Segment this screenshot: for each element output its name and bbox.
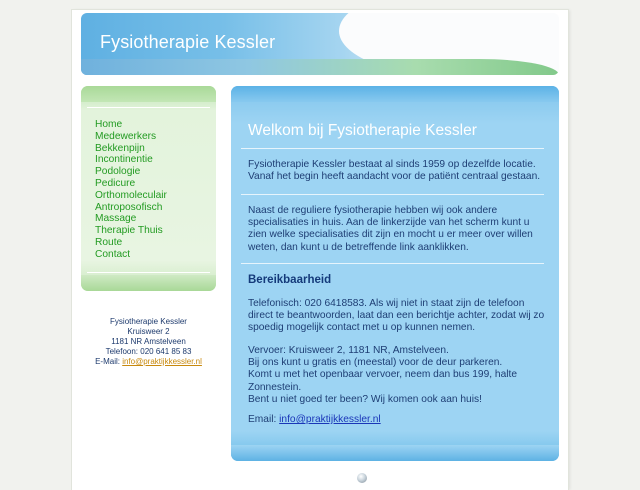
main-top-bar xyxy=(231,86,559,102)
vervoer-paragraph xyxy=(248,345,548,406)
main-bottom-bar xyxy=(231,445,559,461)
vervoer-line: Komt u met het openbaar vervoer, neem dan bus 199, halte Zonnestein. xyxy=(248,369,518,393)
nav-item-home xyxy=(95,119,167,131)
contact-street: Kruisweer 2 xyxy=(127,326,170,336)
sidebar-top-bar xyxy=(81,86,216,102)
divider-1 xyxy=(241,148,544,149)
telefonisch-paragraph: Telefonisch: 020 6418583. Als wij niet in staat zijn de telefoon direct te beantwoorden, laat dan een berichtje achter, zodat wij zo spoedig mogelijk contact met u op kunnen nemen. xyxy=(248,298,545,334)
sidebar-divider-top xyxy=(87,107,210,108)
site-title: Fysiotherapie Kessler xyxy=(100,32,276,52)
bereikbaarheid-heading: Bereikbaarheid xyxy=(248,274,332,286)
nav-item-contact xyxy=(95,249,167,261)
contact-city: 1181 NR Amstelveen xyxy=(111,336,186,346)
page-title: Welkom bij Fysiotherapie Kessler xyxy=(248,122,477,139)
nav-item-therapie-thuis xyxy=(95,225,167,237)
nav-link-massage[interactable]: Massage xyxy=(95,213,137,225)
nav-item-bekkenpijn xyxy=(95,143,167,155)
email-link[interactable]: info@praktijkkessler.nl xyxy=(279,414,381,425)
sidebar-divider-bottom xyxy=(87,272,210,273)
contact-email-link[interactable]: info@praktijkkessler.nl xyxy=(122,356,202,366)
divider-2 xyxy=(241,194,544,195)
nav-link-home[interactable]: Home xyxy=(95,119,123,130)
email-label: Email: xyxy=(248,414,280,425)
nav-item-orthomoleculair xyxy=(95,190,167,202)
nav-item-route xyxy=(95,237,167,249)
nav-link-medewerkers[interactable]: Medewerkers xyxy=(95,130,157,142)
vervoer-line: Bent u niet goed ter been? Wij komen ook aan huis! xyxy=(248,393,482,405)
badge-icon[interactable] xyxy=(357,473,367,483)
contact-name: Fysiotherapie Kessler xyxy=(110,317,187,326)
nav-link-therapie-thuis[interactable]: Therapie Thuis xyxy=(95,225,163,237)
nav-item-antroposofisch xyxy=(95,202,167,214)
nav-link-orthomoleculair[interactable]: Orthomoleculair xyxy=(95,189,167,201)
main-content xyxy=(231,86,559,461)
nav-link-podologie[interactable]: Podologie xyxy=(95,166,141,178)
nav-link-bekkenpijn[interactable]: Bekkenpijn xyxy=(95,142,145,154)
sidebar-nav xyxy=(81,86,216,291)
header-swoosh xyxy=(81,59,559,75)
contact-block xyxy=(81,317,216,367)
nav-item-podologie xyxy=(95,166,167,178)
nav-link-route[interactable]: Route xyxy=(95,236,123,248)
divider-3 xyxy=(241,263,544,264)
sidebar-bottom-bar xyxy=(81,275,216,291)
vervoer-line: Bij ons kunt u gratis en (meestal) voor de deur parkeren. xyxy=(248,357,503,369)
nav-list xyxy=(95,119,167,261)
contact-phone: Telefoon: 020 641 85 83 xyxy=(105,346,192,356)
nav-link-incontinentie[interactable]: Incontinentie xyxy=(95,154,153,166)
nav-item-incontinentie xyxy=(95,154,167,166)
contact-email-label: E-Mail: xyxy=(95,356,123,366)
nav-link-pedicure[interactable]: Pedicure xyxy=(95,177,136,189)
site-header xyxy=(81,13,559,75)
nav-link-antroposofisch[interactable]: Antroposofisch xyxy=(95,201,163,213)
nav-item-medewerkers xyxy=(95,131,167,143)
specialisaties-paragraph: Naast de reguliere fysiotherapie hebben wij ook andere specialisaties in huis. Aan de linkerzijde van het scherm kunt u zien welke specialisaties dit zijn en mocht u er meer over willen weten, dan kunt u de betreffende link aanklikken. xyxy=(248,205,533,253)
nav-item-pedicure xyxy=(95,178,167,190)
intro-paragraph: Fysiotherapie Kessler bestaat al sinds 1959 op dezelfde locatie. Vanaf het begin heeft aandacht voor de patiënt centraal gestaan. xyxy=(248,159,541,183)
nav-link-contact[interactable]: Contact xyxy=(95,248,131,260)
vervoer-line: Vervoer: Kruisweer 2, 1181 NR, Amstelveen. xyxy=(248,345,449,356)
contact-email-row xyxy=(81,357,216,367)
email-row xyxy=(248,414,548,426)
nav-item-massage xyxy=(95,213,167,225)
